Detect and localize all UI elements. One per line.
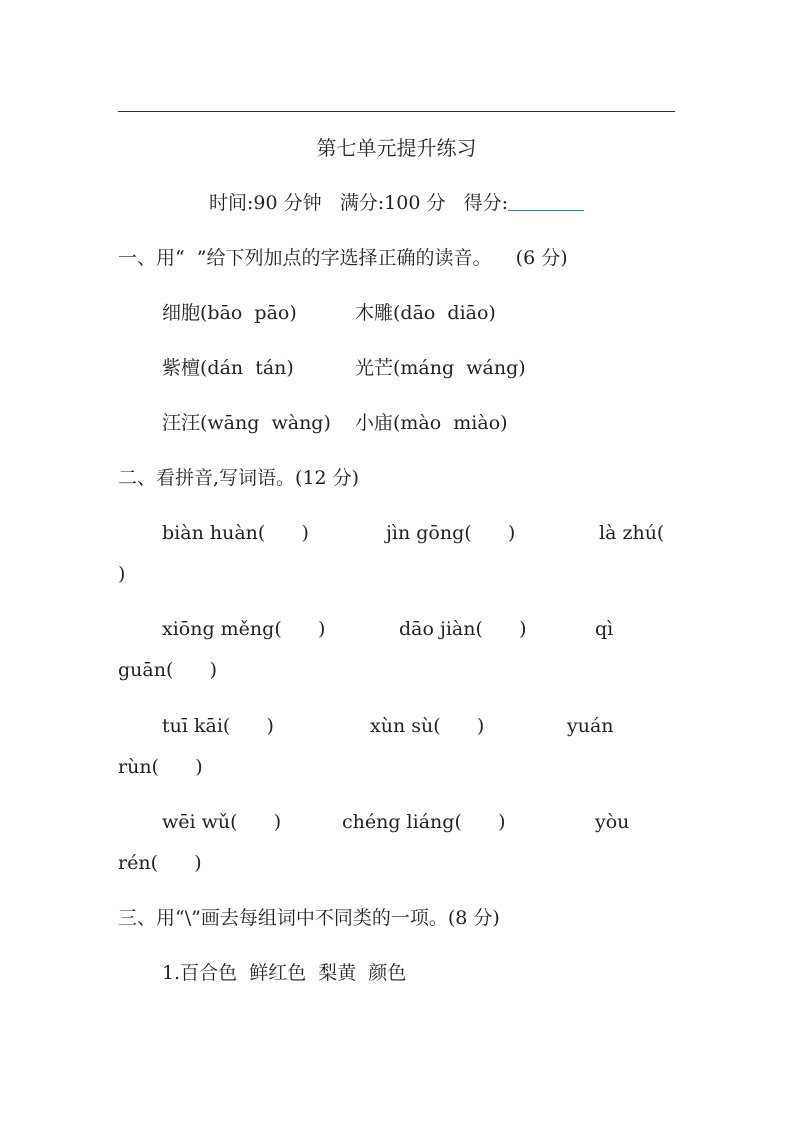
pinyin-item: dāo jiàn( ) (399, 618, 527, 640)
pinyin-item: xiōng měng( ) (162, 618, 326, 640)
exam-meta (0, 191, 793, 215)
top-rule (118, 111, 675, 112)
time-limit: 时间:90 分钟 (209, 192, 322, 214)
pinyin-item: qì (595, 618, 614, 640)
pinyin-item-wrap: ) (118, 563, 126, 585)
pinyin-item-wrap: rén( ) (118, 852, 202, 874)
pinyin-choice: 细胞(bāo pāo) (162, 302, 297, 324)
score-blank[interactable] (508, 192, 584, 211)
pinyin-item: yuán (567, 715, 614, 737)
pinyin-choice: 木雕(dāo diāo) (355, 302, 496, 324)
word-group-1: 1.百合色 鲜红色 梨黄 颜色 (162, 962, 407, 984)
pinyin-item: xùn sù( ) (370, 715, 485, 737)
pinyin-item: jìn gōng( ) (386, 522, 516, 544)
pinyin-item: biàn huàn( ) (162, 522, 309, 544)
page-title: 第七单元提升练习 (316, 136, 477, 160)
pinyin-choice: 小庙(mào miào) (355, 412, 508, 434)
section2-heading: 二、看拼音,写词语。(12 分) (118, 467, 360, 489)
pinyin-choice: 汪汪(wāng wàng) (162, 412, 331, 434)
pinyin-choice: 光芒(máng wáng) (355, 357, 526, 379)
pinyin-item: wēi wǔ( ) (162, 811, 282, 833)
score-label: 得分: (463, 192, 508, 214)
section3-heading: 三、用“\”画去每组词中不同类的一项。(8 分) (118, 907, 500, 929)
section1-heading: 一、用“ ”给下列加点的字选择正确的读音。 (6 分) (118, 247, 568, 269)
pinyin-choice: 紫檀(dán tán) (162, 357, 294, 379)
pinyin-item-wrap: rùn( ) (118, 756, 203, 778)
pinyin-item: là zhú( (599, 522, 665, 544)
pinyin-item: yòu (595, 811, 630, 833)
pinyin-item: chéng liáng( ) (342, 811, 506, 833)
full-score: 满分:100 分 (339, 192, 446, 214)
pinyin-item: tuī kāi( ) (162, 715, 274, 737)
pinyin-item-wrap: guān( ) (118, 659, 218, 681)
